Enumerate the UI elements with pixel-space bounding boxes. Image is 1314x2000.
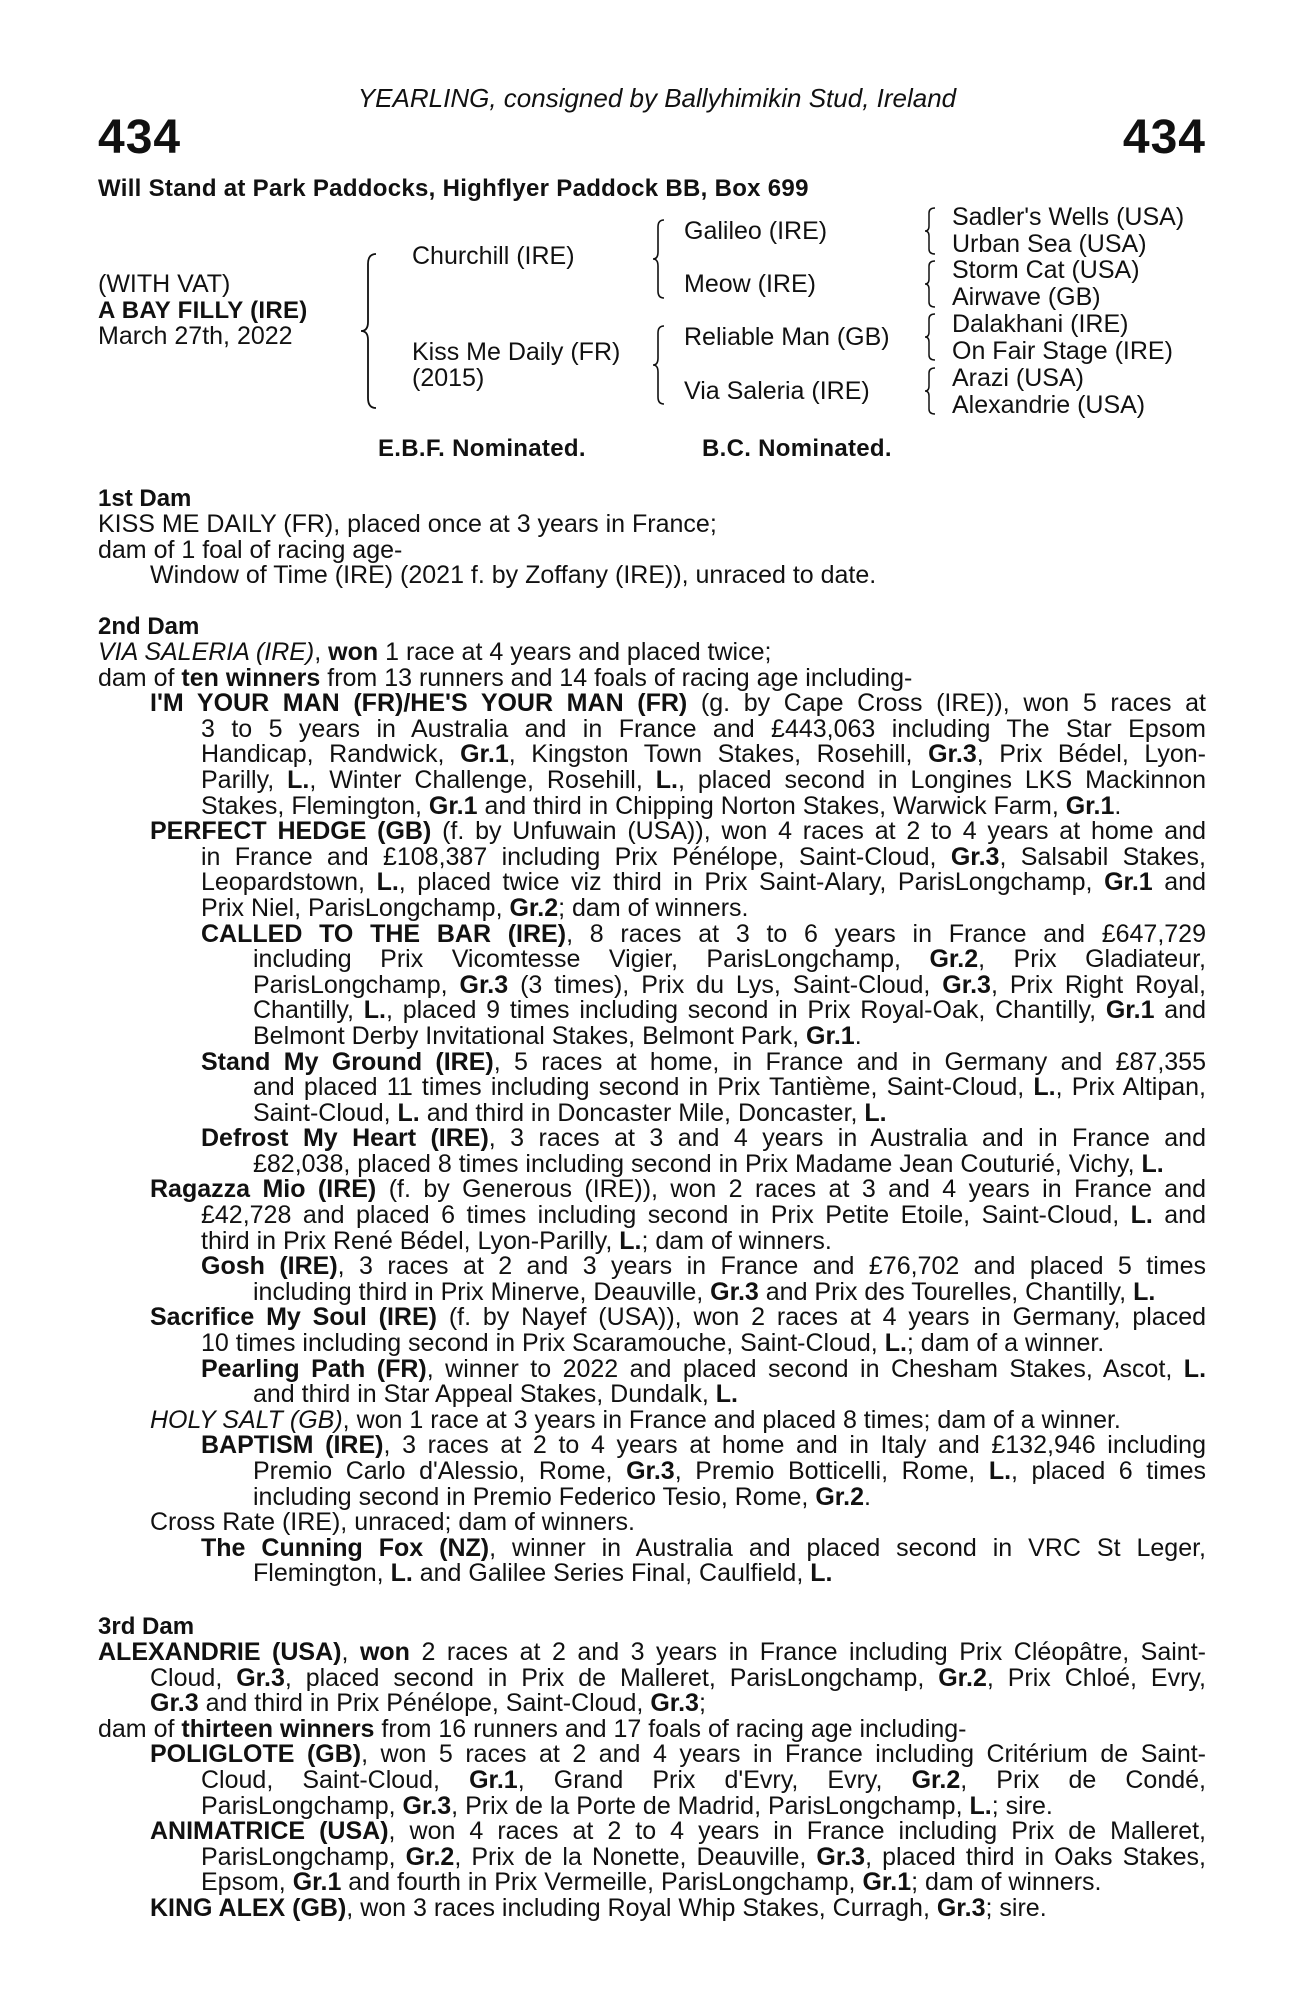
brace-sire [652, 218, 668, 300]
first-dam-produce: Window of Time (IRE) (2021 f. by Zoffany (IRE)), unraced to date. [150, 561, 877, 590]
produce-line: £42,728 and placed 6 times including second in Prix Petite Etoile, Saint-Cloud, L. and [201, 1203, 1206, 1229]
dam-dam: Via Saleria (IRE) [684, 377, 870, 405]
dam-sire: Reliable Man (GB) [684, 323, 890, 351]
produce-entry [98, 1254, 1206, 1305]
ggdam-1: Urban Sea (USA) [952, 230, 1147, 258]
produce-line: third in Prix René Bédel, Lyon-Parilly, L.; dam of winners. [201, 1226, 832, 1255]
produce-line: I'M YOUR MAN (FR)/HE'S YOUR MAN (FR) (g. by Cape Cross (IRE)), won 5 races at [150, 691, 1206, 717]
second-dam-section [98, 640, 1206, 1587]
produce-line: Stakes, Flemington, Gr.1 and third in Chipping Norton Stakes, Warwick Farm, Gr.1. [201, 791, 1122, 820]
produce-line: Defrost My Heart (IRE), 3 races at 3 and 4 years in Australia and in France and [201, 1126, 1206, 1152]
produce-line: 10 times including second in Prix Scaramouche, Saint-Cloud, L.; dam of a winner. [201, 1329, 1105, 1358]
ggdam-4: Alexandrie (USA) [952, 391, 1146, 419]
produce-line: Belmont Derby Invitational Stakes, Belmont Park, Gr.1. [253, 1021, 862, 1050]
third-dam-line: Gr.3 and third in Prix Pénélope, Saint-Cloud, Gr.3; [150, 1689, 706, 1718]
produce-line: £82,038, placed 8 times including second in Prix Madame Jean Couturié, Vichy, L. [253, 1149, 1164, 1178]
produce-entry [98, 1357, 1206, 1408]
produce-line: Parilly, L., Winter Challenge, Rosehill, L., placed second in Longines LKS Mackinnon [201, 767, 1206, 794]
produce-line: CALLED TO THE BAR (IRE), 8 races at 3 to 6 years in France and £647,729 [201, 921, 1206, 948]
produce-line: Saint-Cloud, L. and third in Doncaster Mile, Doncaster, L. [253, 1098, 887, 1127]
produce-line: Premio Carlo d'Alessio, Rome, Gr.3, Premio Botticelli, Rome, L., placed 6 times [253, 1459, 1206, 1485]
ggsire-2: Storm Cat (USA) [952, 256, 1140, 284]
first-dam-line: KISS ME DAILY (FR), placed once at 3 years in France; [98, 510, 717, 538]
second-dam-line: dam of ten winners from 13 runners and 14 foals of racing age including- [98, 663, 913, 692]
produce-line: Chantilly, L., placed 9 times including second in Prix Royal-Oak, Chantilly, Gr.1 and [253, 998, 1206, 1024]
produce-line: Pearling Path (FR), winner to 2022 and placed second in Chesham Stakes, Ascot, L. [201, 1356, 1206, 1383]
horse-name: A BAY FILLY (IRE) [98, 297, 308, 324]
stabling-location: Will Stand at Park Paddocks, Highflyer Paddock BB, Box 699 [98, 175, 809, 202]
sire-name: Churchill (IRE) [412, 242, 575, 270]
produce-line: ParisLongchamp, Gr.3 (3 times), Prix du Lys, Saint-Cloud, Gr.3, Prix Right Royal, [253, 972, 1206, 999]
ggsire-3: Dalakhani (IRE) [952, 310, 1129, 338]
produce-entry [98, 1819, 1206, 1896]
produce-entry [98, 1742, 1206, 1819]
produce-line: and third in Star Appeal Stakes, Dundalk, L. [253, 1380, 738, 1409]
produce-line: POLIGLOTE (GB), won 5 races at 2 and 4 years in France including Critérium de Saint- [150, 1742, 1206, 1768]
produce-line: HOLY SALT (GB), won 1 race at 3 years in France and placed 8 times; dam of a winner. [150, 1405, 1121, 1434]
produce-line: The Cunning Fox (NZ), winner in Australia and placed second in VRC St Leger, [201, 1535, 1206, 1562]
consignment-header: YEARLING, consigned by Ballyhimikin Stud, Ireland [357, 83, 957, 113]
sire-sire: Galileo (IRE) [684, 217, 828, 245]
produce-entry [98, 1177, 1206, 1254]
produce-line: including third in Prix Minerve, Deauville, Gr.3 and Prix des Tourelles, Chantilly, L. [253, 1277, 1156, 1306]
third-dam-line: ALEXANDRIE (USA), won 2 races at 2 and 3 years in France including Prix Cléopâtre, Saint- [98, 1640, 1206, 1666]
third-dam-section [98, 1640, 1206, 1922]
produce-line: Cross Rate (IRE), unraced; dam of winners. [150, 1508, 635, 1537]
produce-line: Sacrifice My Soul (IRE) (f. by Nayef (USA)), won 2 races at 4 years in Germany, placed [150, 1305, 1206, 1332]
brace-g4 [924, 366, 938, 416]
brace-g2 [924, 259, 938, 309]
produce-line: including Prix Vicomtesse Vigier, ParisLongchamp, Gr.2, Prix Gladiateur, [253, 947, 1206, 973]
produce-line: PERFECT HEDGE (GB) (f. by Unfuwain (USA)), won 4 races at 2 to 4 years at home and [150, 819, 1206, 845]
first-dam-section [98, 512, 1206, 589]
third-dam-line: dam of thirteen winners from 16 runners and 17 foals of racing age including- [98, 1714, 967, 1743]
brace-g3 [924, 312, 938, 362]
ggsire-1: Sadler's Wells (USA) [952, 203, 1185, 231]
produce-entry [98, 1305, 1206, 1356]
produce-line: KING ALEX (GB), won 3 races including Royal Whip Stakes, Curragh, Gr.3; sire. [150, 1893, 1047, 1922]
lot-number-right: 434 [1122, 111, 1206, 164]
produce-entry [98, 819, 1206, 921]
produce-line: Flemington, L. and Galilee Series Final, Caulfield, L. [253, 1559, 833, 1588]
produce-entry [98, 1536, 1206, 1587]
lot-number-left: 434 [98, 111, 182, 164]
produce-entry [98, 1126, 1206, 1177]
produce-entry [98, 1050, 1206, 1127]
dam-year: (2015) [412, 364, 485, 392]
ggsire-4: Arazi (USA) [952, 364, 1084, 392]
produce-entry [98, 691, 1206, 819]
vat-note: (WITH VAT) [98, 270, 231, 298]
produce-line: including second in Premio Federico Tesio, Rome, Gr.2. [253, 1482, 871, 1511]
produce-line: 3 to 5 years in Australia and in France and £443,063 including The Star Epsom [201, 716, 1206, 743]
ggdam-3: On Fair Stage (IRE) [952, 337, 1173, 365]
third-dam-title: 3rd Dam [98, 1613, 195, 1640]
produce-line: Gosh (IRE), 3 races at 2 and 3 years in France and £76,702 and placed 5 times [201, 1254, 1206, 1280]
produce-line: ParisLongchamp, Gr.2, Prix de la Nonette, Deauville, Gr.3, placed third in Oaks Stakes, [201, 1844, 1206, 1871]
brace-g1 [924, 206, 938, 256]
produce-line: ANIMATRICE (USA), won 4 races at 2 to 4 years in France including Prix de Malleret, [150, 1819, 1206, 1845]
brace-main [360, 252, 382, 410]
produce-line: Leopardstown, L., placed twice viz third in Prix Saint-Alary, ParisLongchamp, Gr.1 and [201, 870, 1206, 896]
sire-dam: Meow (IRE) [684, 270, 816, 298]
foaling-date: March 27th, 2022 [98, 322, 293, 350]
produce-line: ParisLongchamp, Gr.3, Prix de la Porte de Madrid, ParisLongchamp, L.; sire. [201, 1791, 1053, 1820]
produce-entry [98, 1433, 1206, 1510]
brace-dam [652, 324, 668, 406]
ebf-nomination: E.B.F. Nominated. [378, 435, 586, 462]
produce-line: Prix Niel, ParisLongchamp, Gr.2; dam of winners. [201, 893, 749, 922]
produce-line: Cloud, Saint-Cloud, Gr.1, Grand Prix d'Evry, Evry, Gr.2, Prix de Condé, [201, 1767, 1206, 1794]
second-dam-title: 2nd Dam [98, 613, 200, 640]
produce-entry [98, 922, 1206, 1050]
first-dam-line: dam of 1 foal of racing age- [98, 535, 403, 564]
produce-line: BAPTISM (IRE), 3 races at 2 to 4 years at home and in Italy and £132,946 including [201, 1433, 1206, 1459]
ggdam-2: Airwave (GB) [952, 283, 1101, 311]
bc-nomination: B.C. Nominated. [702, 435, 892, 462]
dam-name: Kiss Me Daily (FR) [412, 338, 621, 366]
produce-line: Ragazza Mio (IRE) (f. by Generous (IRE)), won 2 races at 3 and 4 years in France and [150, 1177, 1206, 1204]
second-dam-line: VIA SALERIA (IRE), won 1 race at 4 years and placed twice; [98, 638, 772, 666]
produce-line: Stand My Ground (IRE), 5 races at home, in France and in Germany and £87,355 [201, 1049, 1206, 1076]
produce-line: Epsom, Gr.1 and fourth in Prix Vermeille, ParisLongchamp, Gr.1; dam of winners. [201, 1868, 1102, 1897]
produce-line: in France and £108,387 including Prix Pénélope, Saint-Cloud, Gr.3, Salsabil Stakes, [201, 844, 1206, 871]
produce-line: Handicap, Randwick, Gr.1, Kingston Town Stakes, Rosehill, Gr.3, Prix Bédel, Lyon- [201, 742, 1206, 768]
produce-line: and placed 11 times including second in Prix Tantième, Saint-Cloud, L., Prix Altipan, [253, 1075, 1206, 1101]
first-dam-title: 1st Dam [98, 485, 192, 512]
third-dam-line: Cloud, Gr.3, placed second in Prix de Malleret, ParisLongchamp, Gr.2, Prix Chloé, Evry, [150, 1665, 1206, 1692]
